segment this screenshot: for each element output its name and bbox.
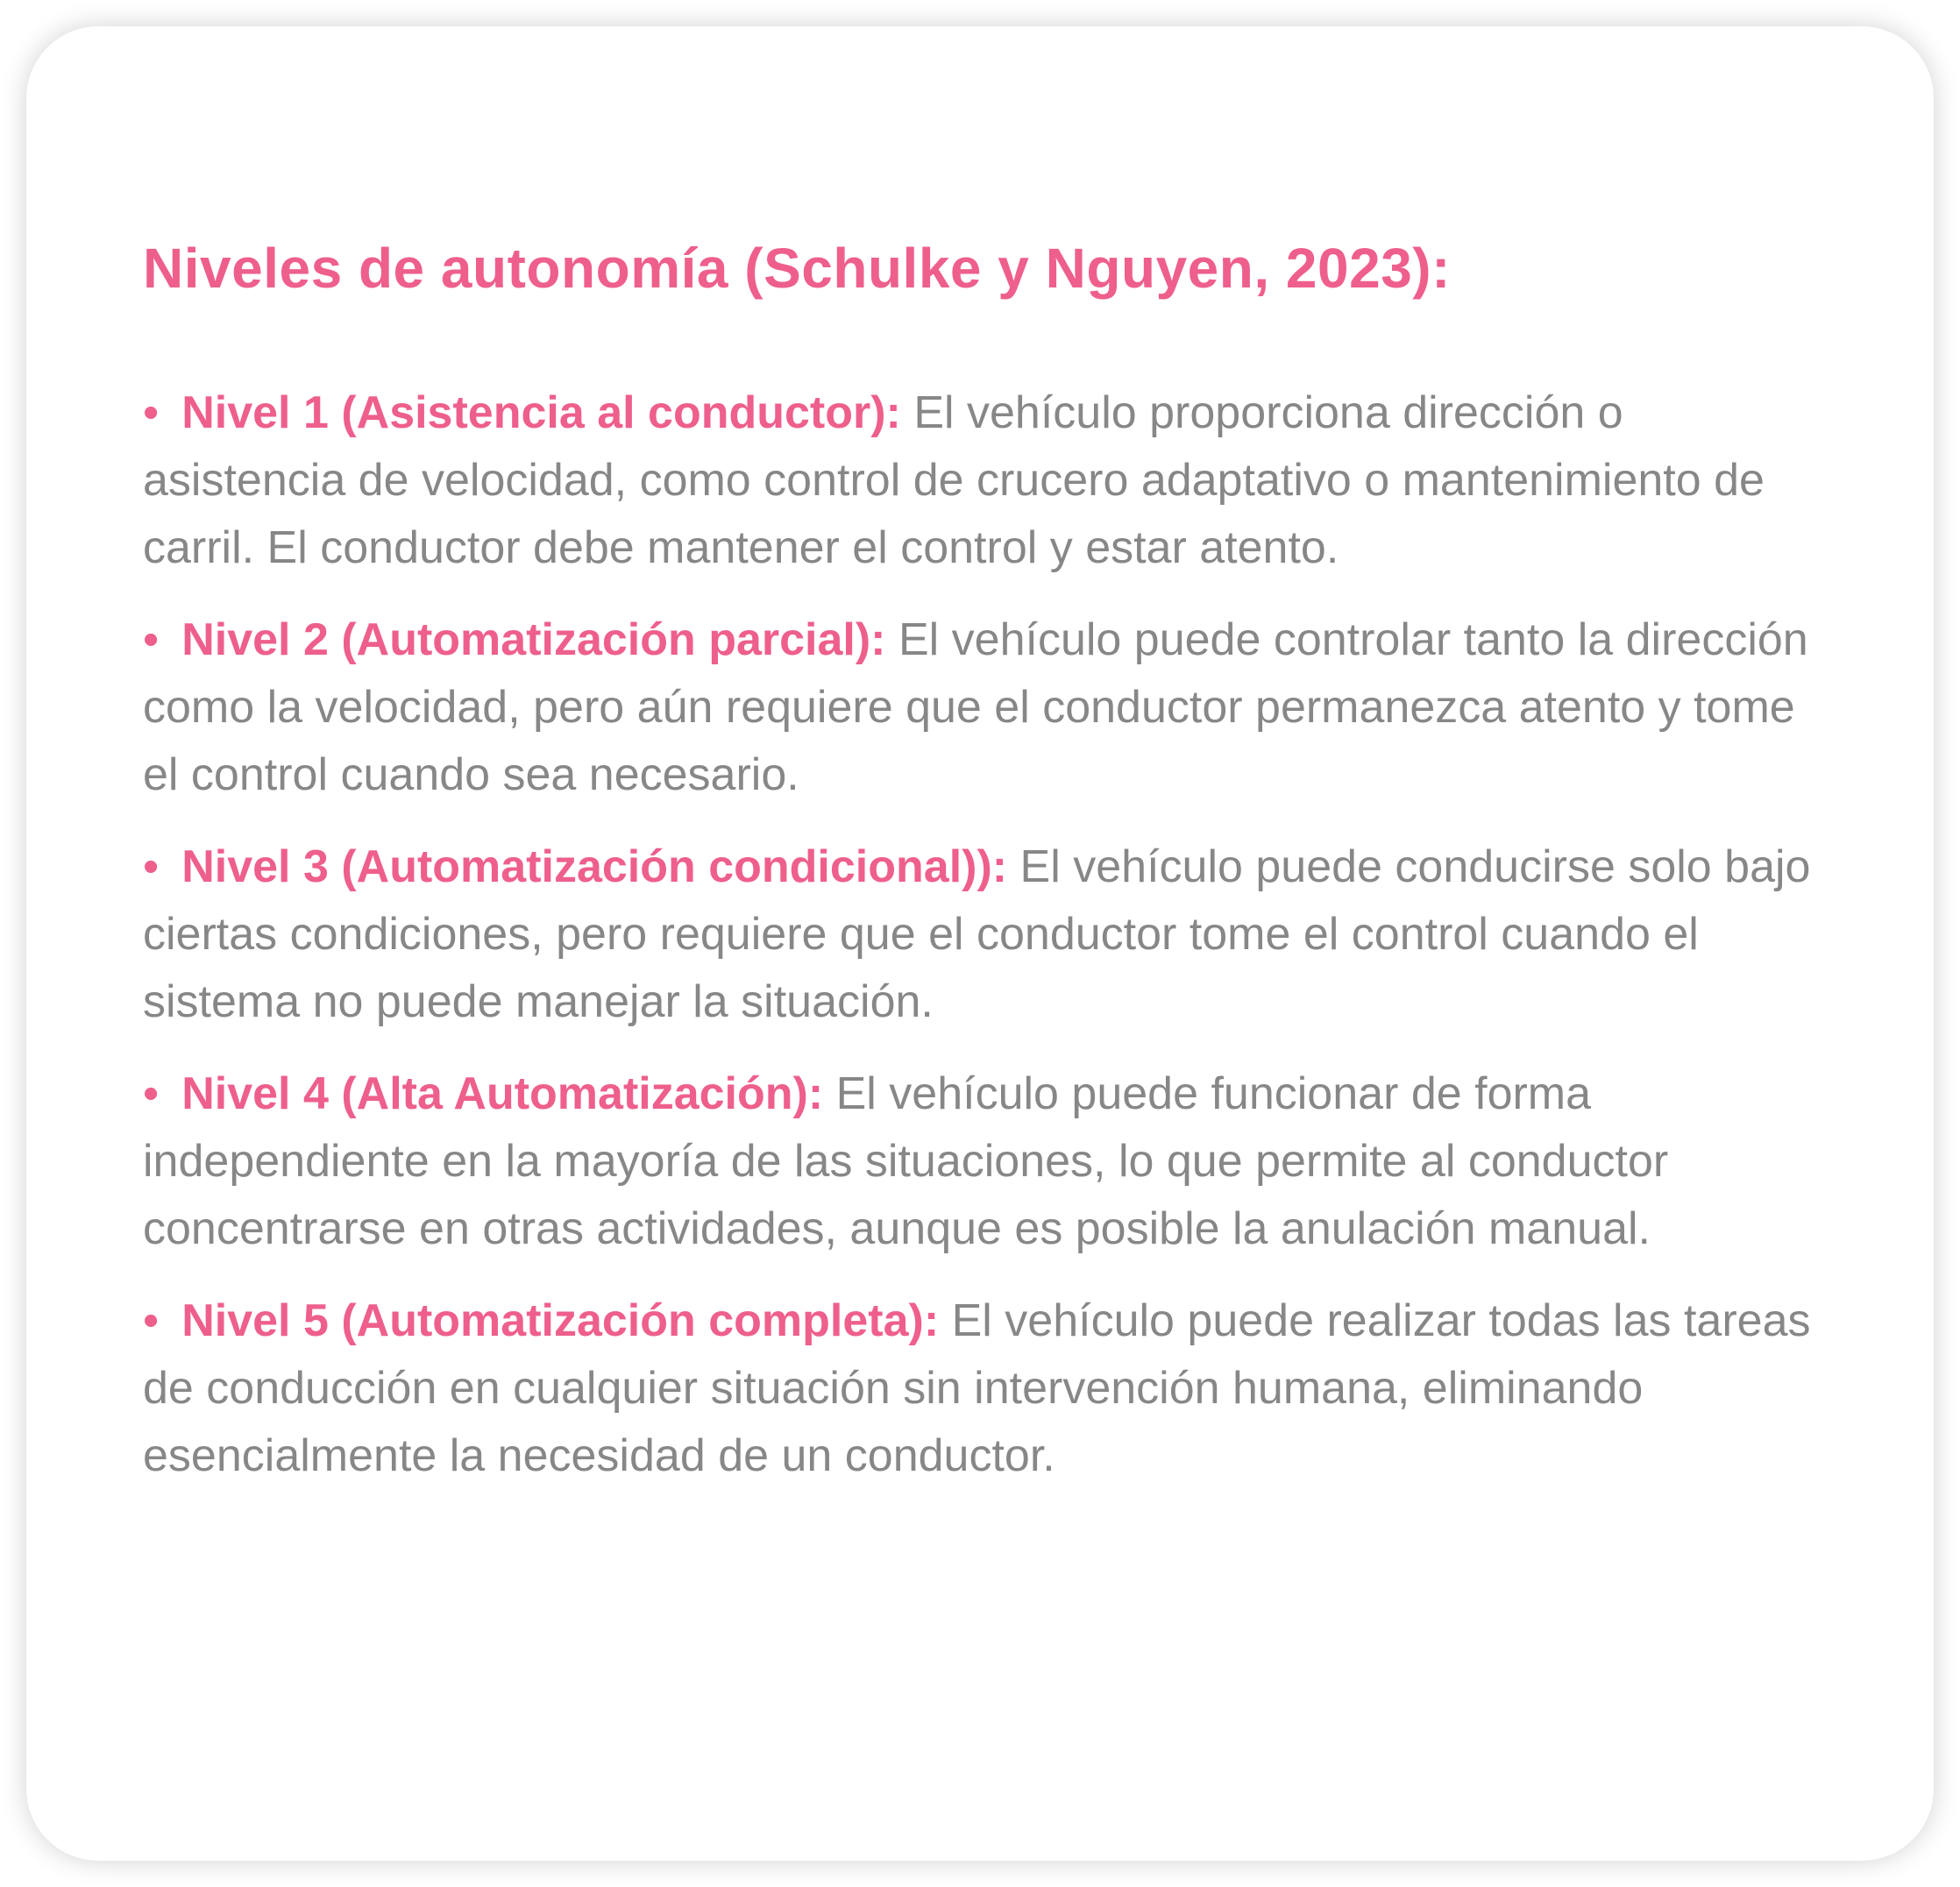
- list-item: [143, 607, 1822, 809]
- bullet-icon: •: [143, 614, 160, 666]
- page-title: Niveles de autonomía (Schulke y Nguyen, 2023):: [143, 237, 1451, 300]
- bullet-icon: •: [143, 841, 160, 893]
- list-item-text: El vehículo puede realizar todas las tareas de conducción en cualquier situación sin intervención humana, eliminando esencialmente la necesidad de un conductor.: [143, 1295, 1811, 1482]
- bullet-icon: •: [143, 387, 160, 439]
- list-item-lead: Nivel 1 (Asistencia al conductor):: [181, 387, 901, 439]
- bullet-icon: •: [143, 1068, 160, 1120]
- list-item-text: El vehículo proporciona dirección o asistencia de velocidad, como control de crucero adaptativo o mantenimiento de carril. El conductor debe mantener el control y estar atento.: [143, 387, 1765, 574]
- list-item-lead: Nivel 4 (Alta Automatización):: [181, 1068, 824, 1120]
- list-item: [143, 1288, 1822, 1490]
- list-item: [143, 380, 1822, 582]
- content-card: [26, 26, 1934, 1861]
- list-item-text: El vehículo puede conducirse solo bajo ciertas condiciones, pero requiere que el conductor tome el control cuando el sistema no puede manejar la situación.: [143, 841, 1811, 1028]
- list-item: [143, 834, 1822, 1036]
- list-item: [143, 1061, 1822, 1263]
- list-item-lead: Nivel 5 (Automatización completa):: [181, 1295, 940, 1347]
- list-item-text: El vehículo puede funcionar de forma independiente en la mayoría de las situaciones, lo que permite al conductor concentrarse en otras actividades, aunque es posible la anulación manual.: [143, 1068, 1669, 1255]
- bullet-icon: •: [143, 1295, 160, 1347]
- list-item-text: El vehículo puede controlar tanto la dirección como la velocidad, pero aún requiere que el conductor permanezca atento y tome el control cuando sea necesario.: [143, 614, 1808, 801]
- list-item-lead: Nivel 2 (Automatización parcial):: [181, 614, 886, 666]
- card-content: [26, 26, 1934, 1490]
- list-item-lead: Nivel 3 (Automatización condicional)):: [181, 841, 1008, 893]
